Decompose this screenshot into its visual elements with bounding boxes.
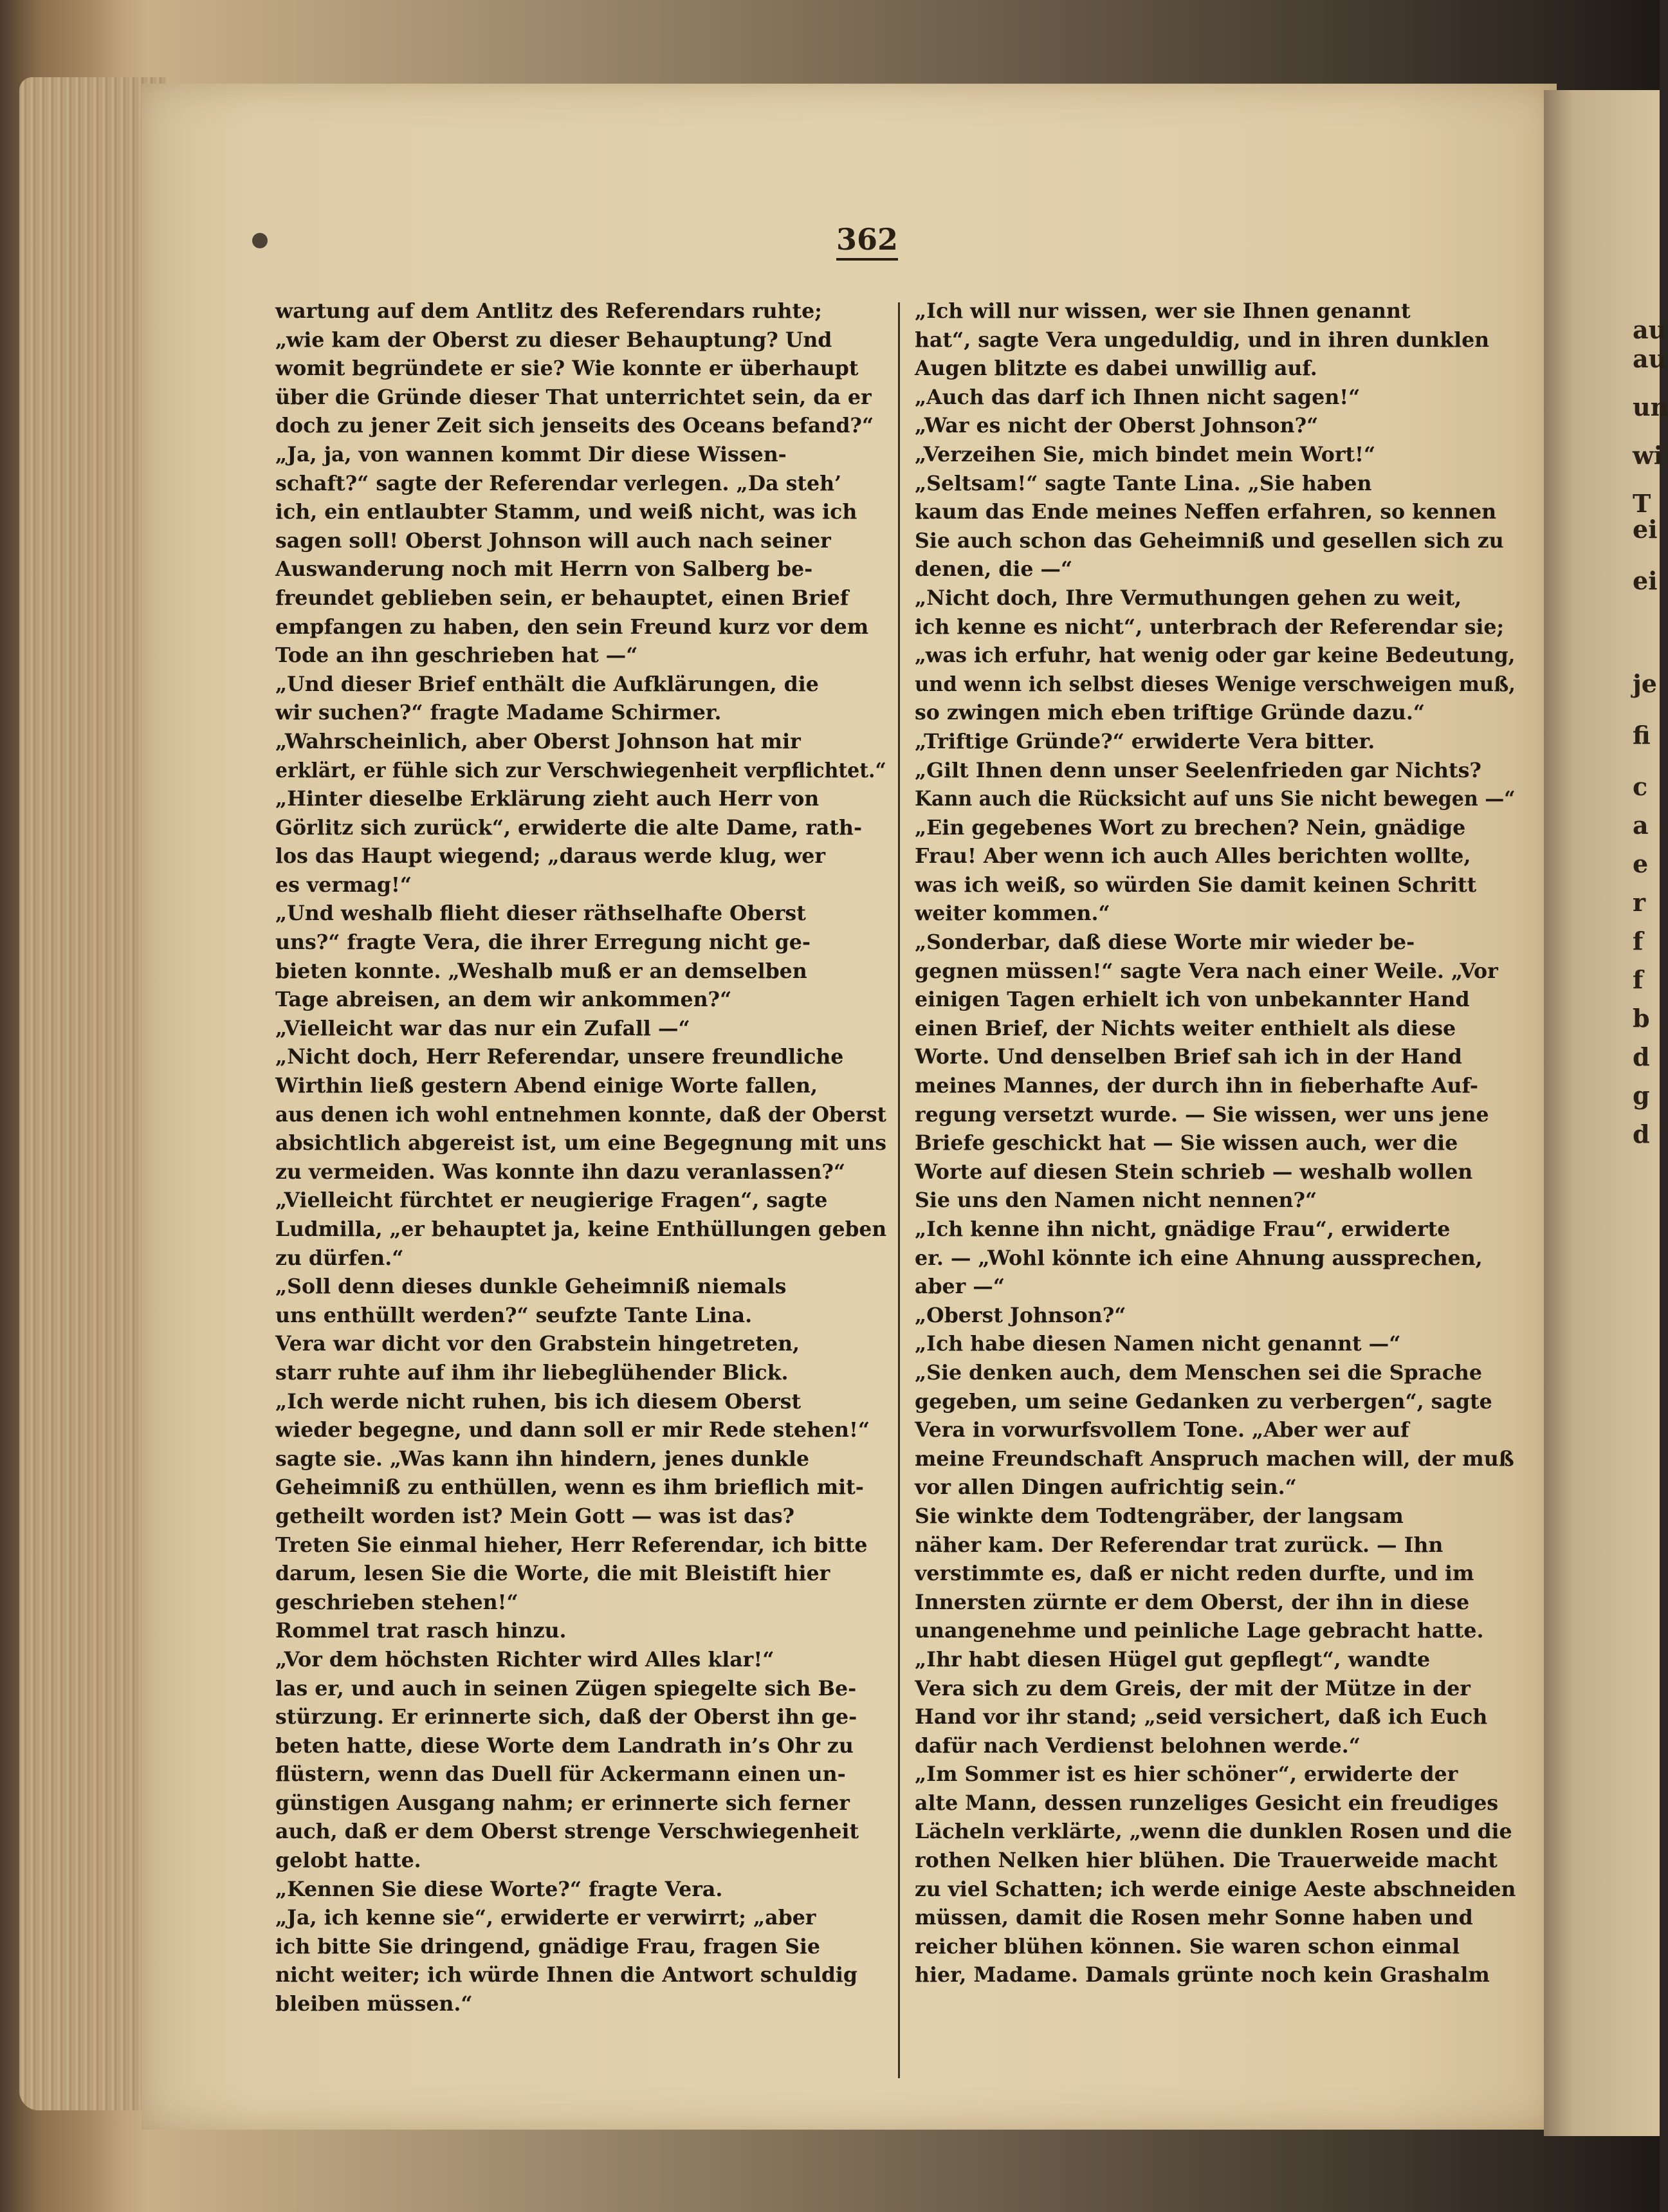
text-line: Wirthin ließ gestern Abend einige Worte fallen, [275,1074,818,1098]
next-page-fragment: f [1633,926,1644,955]
text-line: meine Freundschaft Anspruch machen will, der muß [915,1446,1514,1471]
text-line: Rommel trat rasch hinzu. [275,1619,567,1643]
text-line: doch zu jener Zeit sich jenseits des Oceans befand?“ [275,414,874,438]
text-line: aus denen ich wohl entnehmen konnte, daß der Oberst [275,1102,886,1127]
text-line: womit begründete er sie? Wie konnte er überhaupt [275,356,859,381]
text-line: ich bitte Sie dringend, gnädige Frau, fragen Sie [275,1934,821,1959]
text-line: ich, ein entlaubter Stamm, und weiß nicht, was ich [275,500,857,524]
next-page-fragment: a [1633,811,1649,840]
text-line: „Triftige Gründe?“ erwiderte Vera bitter. [915,729,1375,753]
text-line: er. — „Wohl könnte ich eine Ahnung aussprechen, [915,1246,1483,1270]
page-number: 362 [836,222,898,261]
text-line: Treten Sie einmal hieher, Herr Referendar, ich bitte [275,1533,868,1557]
next-page-fragment: ei [1633,566,1658,595]
text-line: hat“, sagte Vera ungeduldig, und in ihren dunklen [915,327,1490,352]
text-line: „wie kam der Oberst zu dieser Behauptung? Und [275,327,832,352]
text-line: Vera in vorwurfsvollem Tone. „Aber wer auf [915,1418,1409,1442]
text-line: vor allen Dingen aufrichtig sein.“ [915,1475,1297,1500]
text-line: wieder begegne, und dann soll er mir Rede stehen!“ [275,1418,870,1442]
text-line: „Oberst Johnson?“ [915,1303,1126,1327]
text-line: „Ich will nur wissen, wer sie Ihnen genannt [915,299,1411,323]
text-line: sagte sie. „Was kann ihn hindern, jenes dunkle [275,1446,810,1471]
text-line: Ludmilla, „er behauptet ja, keine Enthüllungen geben [275,1217,887,1241]
text-line: flüstern, wenn das Duell für Ackermann einen un- [275,1762,846,1787]
text-line: weiter kommen.“ [915,901,1110,926]
text-line: verstimmte es, daß er nicht reden durfte, und im [915,1562,1474,1586]
text-line: Briefe geschickt hat — Sie wissen auch, wer die [915,1131,1458,1156]
text-line: schaft?“ sagte der Referendar verlegen. „Da steh’ [275,471,842,495]
next-page-fragment: ei [1633,515,1658,544]
text-line: hier, Madame. Damals grünte noch kein Grashalm [915,1963,1490,1987]
text-line: denen, die —“ [915,557,1073,582]
text-line: rothen Nelken hier blühen. Die Trauerweide macht [915,1848,1498,1873]
text-line: es vermag!“ [275,872,412,897]
next-page-fragment: d [1633,1042,1650,1071]
text-line: bieten konnte. „Weshalb muß er an demselben [275,959,807,983]
text-line: sagen soll! Oberst Johnson will auch nach seiner [275,528,831,553]
text-line: „Nicht doch, Ihre Vermuthungen gehen zu weit, [915,585,1462,610]
text-line: Worte. Und denselben Brief sah ich in der Hand [915,1045,1462,1069]
text-line: Worte auf diesen Stein schrieb — weshalb wollen [915,1159,1473,1184]
next-page-fragment: f [1633,965,1644,994]
text-line: Sie auch schon das Geheimniß und gesellen sich zu [915,528,1504,553]
text-line: „Sonderbar, daß diese Worte mir wieder be- [915,930,1415,955]
text-line: stürzung. Er erinnerte sich, daß der Oberst ihn ge- [275,1705,857,1729]
next-page-fragment: r [1633,888,1646,917]
text-line: „Soll denn dieses dunkle Geheimniß niemals [275,1275,787,1299]
text-line: Sie uns den Namen nicht nennen?“ [915,1188,1317,1213]
text-line: über die Gründe dieser That unterrichtet sein, da er [275,385,872,409]
text-line: getheilt worden ist? Mein Gott — was ist das? [275,1504,794,1528]
next-page-fragment: un [1633,392,1668,421]
text-line: gegnen müssen!“ sagte Vera nach einer Weile. „Vor [915,959,1498,983]
text-line: günstigen Ausgang nahm; er erinnerte sich ferner [275,1791,850,1815]
text-line: „Und weshalb flieht dieser räthselhafte Oberst [275,901,806,926]
next-page-fragment: b [1633,1004,1650,1033]
next-page-fragment: je [1633,669,1657,698]
text-line: reicher blühen können. Sie waren schon einmal [915,1934,1460,1959]
text-line: „Ihr habt diesen Hügel gut gepflegt“, wandte [915,1647,1431,1672]
text-line: „Im Sommer ist es hier schöner“, erwiderte der [915,1762,1458,1787]
next-page-edge [1544,90,1668,2136]
text-line: unangenehme und peinliche Lage gebracht hatte. [915,1619,1484,1643]
text-line: „Wahrscheinlich, aber Oberst Johnson hat mir [275,729,801,753]
text-line: Geheimniß zu enthüllen, wenn es ihm brieflich mit- [275,1475,864,1500]
text-line: starr ruhte auf ihm ihr liebeglühender Blick. [275,1360,789,1385]
text-line: „Gilt Ihnen denn unser Seelenfrieden gar Nichts? [915,758,1481,782]
text-line: Lächeln verklärte, „wenn die dunklen Rosen und die [915,1820,1512,1844]
text-line: zu viel Schatten; ich werde einige Aeste abschneiden [915,1877,1516,1901]
text-line: absichtlich abgereist ist, um eine Begegnung mit uns [275,1131,887,1156]
left-text-column [275,297,886,2019]
text-line: einigen Tagen erhielt ich von unbekannter Hand [915,988,1470,1012]
text-line: regung versetzt wurde. — Sie wissen, wer uns jene [915,1102,1489,1127]
next-page-fragment: au [1633,344,1667,373]
next-page-fragment: c [1633,772,1648,801]
text-line: Kann auch die Rücksicht auf uns Sie nicht bewegen —“ [915,787,1516,811]
text-line: „Ich werde nicht ruhen, bis ich diesem Oberst [275,1389,802,1414]
text-line: Tage abreisen, an dem wir ankommen?“ [275,988,732,1012]
text-line: „Ja, ja, von wannen kommt Dir diese Wissen- [275,442,787,466]
text-line: „Vor dem höchsten Richter wird Alles klar!“ [275,1647,774,1672]
text-line: beten hatte, diese Worte dem Landrath in’s Ohr zu [275,1733,854,1758]
text-line: „Seltsam!“ sagte Tante Lina. „Sie haben [915,471,1372,495]
text-line: näher kam. Der Referendar trat zurück. — Ihn [915,1533,1443,1557]
text-line: Vera war dicht vor den Grabstein hingetreten, [275,1332,800,1356]
text-line: los das Haupt wiegend; „daraus werde klug, wer [275,844,826,869]
text-line: gegeben, um seine Gedanken zu verbergen“, sagte [915,1389,1492,1414]
text-line: gelobt hatte. [275,1848,421,1873]
text-line: Vera sich zu dem Greis, der mit der Mütze in der [915,1676,1471,1700]
text-line: Sie winkte dem Todtengräber, der langsam [915,1504,1404,1528]
text-line: darum, lesen Sie die Worte, die mit Bleistift hier [275,1562,830,1586]
text-line: zu dürfen.“ [275,1246,404,1270]
text-line: meines Mannes, der durch ihn in fieberhafte Auf- [915,1074,1479,1098]
text-line: „Ein gegebenes Wort zu brechen? Nein, gnädige [915,815,1466,840]
text-line: wartung auf dem Antlitz des Referendars ruhte; [275,299,822,323]
next-page-fragment: wi [1633,441,1663,470]
text-line: auch, daß er dem Oberst strenge Verschwiegenheit [275,1820,859,1844]
text-line: bleiben müssen.“ [275,1992,473,2016]
next-page-fragment: T [1633,489,1651,518]
text-line: uns?“ fragte Vera, die ihrer Erregung nicht ge- [275,930,811,955]
text-line: alte Mann, dessen runzeliges Gesicht ein freudiges [915,1791,1499,1815]
column-divider [898,302,900,2078]
text-line: „War es nicht der Oberst Johnson?“ [915,414,1319,438]
text-line: so zwingen mich eben triftige Gründe dazu.“ [915,701,1425,725]
text-line: Innersten zürnte er dem Oberst, der ihn in diese [915,1590,1470,1614]
next-page-fragment: d [1633,1120,1650,1148]
text-line: Auswanderung noch mit Herrn von Salberg be- [275,557,813,582]
text-line: Tode an ihn geschrieben hat —“ [275,643,638,668]
text-line: Görlitz sich zurück“, erwiderte die alte Dame, rath- [275,815,863,840]
text-line: empfangen zu haben, den sein Freund kurz vor dem [275,614,869,639]
text-line: „Ich habe diesen Namen nicht genannt —“ [915,1332,1401,1356]
text-line: uns enthüllt werden?“ seufzte Tante Lina. [275,1303,753,1327]
text-line: las er, und auch in seinen Zügen spiegelte sich Be- [275,1676,857,1700]
text-line: wir suchen?“ fragte Madame Schirmer. [275,701,722,725]
next-page-fragment: au [1633,315,1667,344]
text-line: „was ich erfuhr, hat wenig oder gar keine Bedeutung, [915,643,1516,668]
text-line: „Vielleicht fürchtet er neugierige Fragen“, sagte [275,1188,828,1213]
text-line: „Auch das darf ich Ihnen nicht sagen!“ [915,385,1361,409]
text-line: „Nicht doch, Herr Referendar, unsere freundliche [275,1045,844,1069]
ink-spot [252,233,268,248]
text-line: Frau! Aber wenn ich auch Alles berichten wollte, [915,844,1471,869]
text-line: Hand vor ihr stand; „seid versichert, daß ich Euch [915,1705,1488,1729]
text-line: einen Brief, der Nichts weiter enthielt als diese [915,1016,1456,1040]
text-line: müssen, damit die Rosen mehr Sonne haben und [915,1906,1473,1930]
next-page-fragment: g [1633,1081,1650,1110]
text-line: Augen blitzte es dabei unwillig auf. [915,356,1317,381]
text-line: „Kennen Sie diese Worte?“ fragte Vera. [275,1877,723,1901]
next-page-fragment: e [1633,849,1649,878]
text-line: „Und dieser Brief enthält die Aufklärungen, die [275,672,819,696]
text-line: „Vielleicht war das nur ein Zufall —“ [275,1016,690,1040]
text-line: erklärt, er fühle sich zur Verschwiegenheit verpflichtet.“ [275,758,886,782]
text-line: dafür nach Verdienst belohnen werde.“ [915,1733,1361,1758]
text-line: nicht weiter; ich würde Ihnen die Antwort schuldig [275,1963,858,1987]
text-line: was ich weiß, so würden Sie damit keinen Schritt [915,872,1477,897]
text-line: und wenn ich selbst dieses Wenige verschweigen muß, [915,672,1516,696]
text-line: kaum das Ende meines Neffen erfahren, so kennen [915,500,1497,524]
text-line: „Hinter dieselbe Erklärung zieht auch Herr von [275,787,820,811]
text-line: „Verzeihen Sie, mich bindet mein Wort!“ [915,442,1376,466]
text-line: geschrieben stehen!“ [275,1590,518,1614]
text-line: aber —“ [915,1275,1005,1299]
right-text-column [915,297,1516,1990]
text-line: freundet geblieben sein, er behauptet, einen Brief [275,585,849,610]
text-line: zu vermeiden. Was konnte ihn dazu veranlassen?“ [275,1159,846,1184]
text-line: ich kenne es nicht“, unterbrach der Referendar sie; [915,614,1505,639]
next-page-fragment: fi [1633,721,1651,750]
text-line: „Sie denken auch, dem Menschen sei die Sprache [915,1360,1483,1385]
text-line: „Ich kenne ihn nicht, gnädige Frau“, erwiderte [915,1217,1451,1241]
text-line: „Ja, ich kenne sie“, erwiderte er verwirrt; „aber [275,1906,816,1930]
